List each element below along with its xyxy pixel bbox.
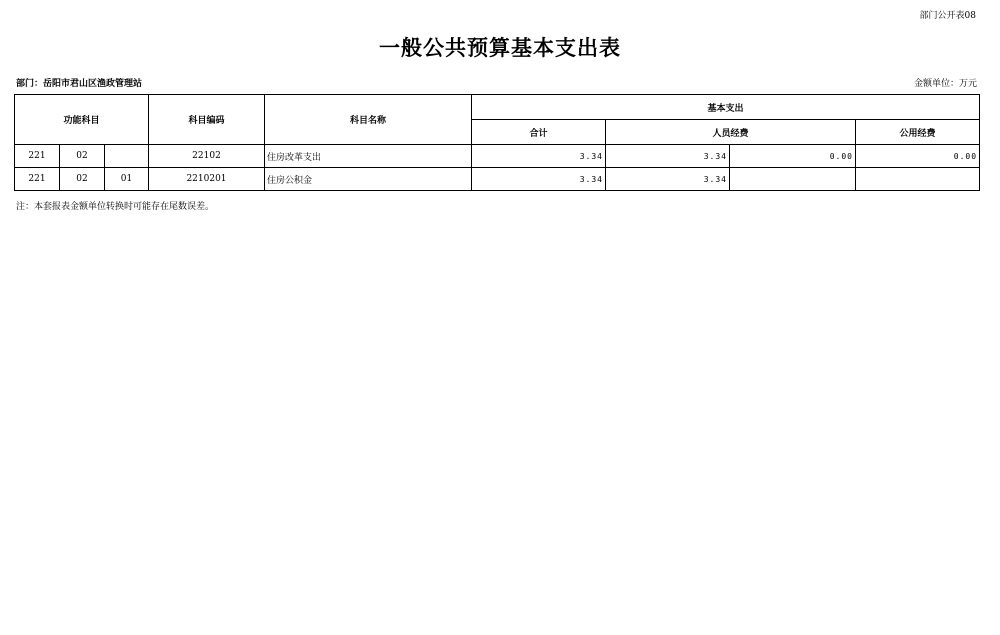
cell-kind: 221 [15, 168, 60, 191]
cell-sub: 01 [105, 168, 149, 191]
header-public: 公用经费 [856, 120, 980, 145]
table-row [15, 168, 980, 191]
budget-table [14, 94, 980, 191]
header-row-1 [15, 95, 980, 120]
header-subject-code: 科目编码 [149, 95, 265, 145]
cell-extra: 0.00 [730, 145, 856, 168]
header-basic-expenditure: 基本支出 [472, 95, 980, 120]
header-total: 合计 [472, 120, 606, 145]
form-number: 部门公开表08 [919, 11, 976, 21]
table-row [15, 145, 980, 168]
cell-code: 2210201 [149, 168, 265, 191]
cell-extra [730, 168, 856, 191]
cell-item: 02 [60, 168, 105, 191]
cell-code: 22102 [149, 145, 265, 168]
cell-personnel: 3.34 [606, 168, 730, 191]
header-function-subject: 功能科目 [15, 95, 149, 145]
cell-sub [105, 145, 149, 168]
cell-name: 住房改革支出 [265, 145, 472, 168]
header-subject-name: 科目名称 [265, 95, 472, 145]
header-personnel: 人员经费 [606, 120, 856, 145]
cell-item: 02 [60, 145, 105, 168]
page-title: 一般公共预算基本支出表 [379, 35, 621, 60]
department-label: 部门：岳阳市君山区渔政管理站 [16, 79, 143, 89]
amount-unit-label: 金额单位：万元 [913, 79, 977, 89]
cell-public: 0.00 [856, 145, 980, 168]
cell-total: 3.34 [472, 168, 606, 191]
cell-personnel: 3.34 [606, 145, 730, 168]
cell-name: 住房公积金 [265, 168, 472, 191]
cell-kind: 221 [15, 145, 60, 168]
cell-total: 3.34 [472, 145, 606, 168]
footnote: 注：本套报表金额单位转换时可能存在尾数误差。 [16, 202, 215, 212]
cell-public [856, 168, 980, 191]
